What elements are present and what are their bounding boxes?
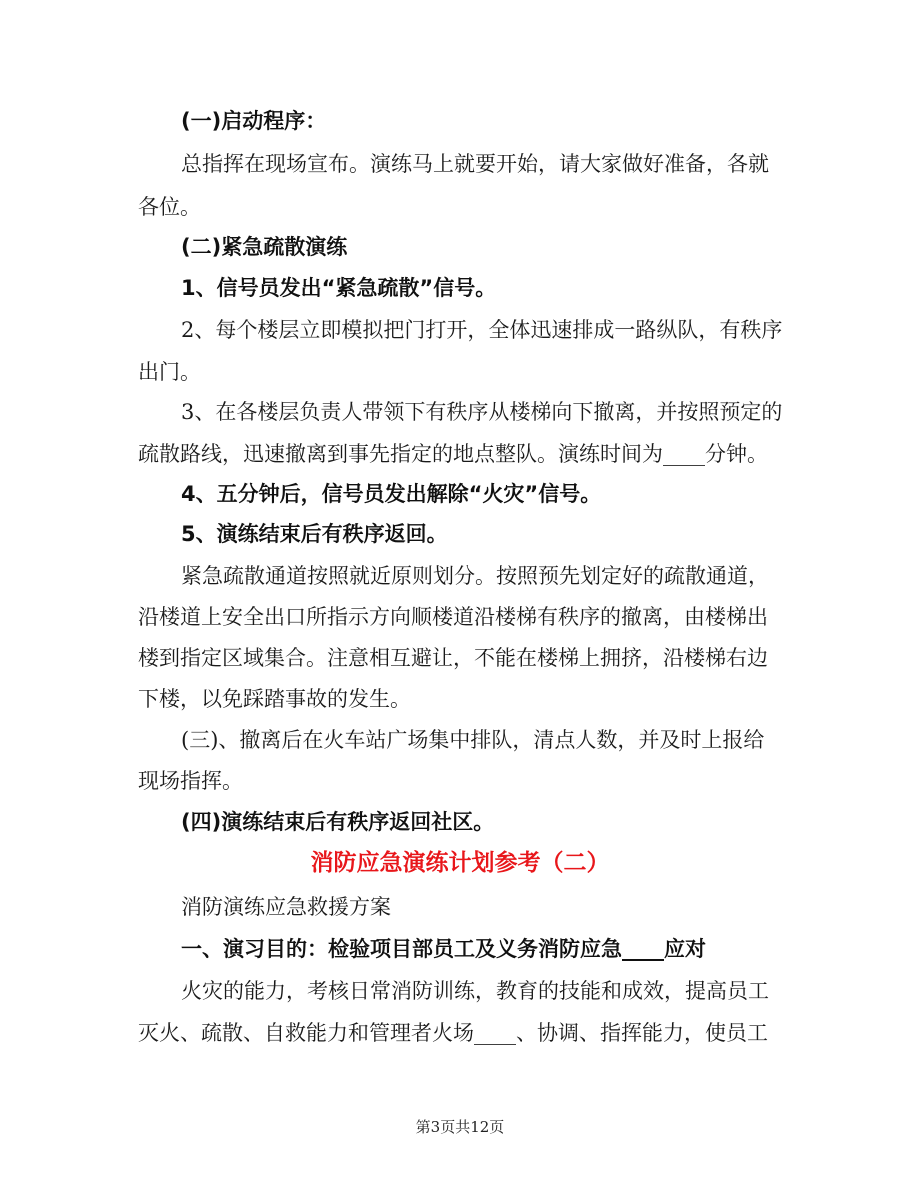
- paragraph-line: 下楼，以免踩踏事故的发生。: [138, 687, 411, 711]
- step-3-line: 3、在各楼层负责人带领下有秩序从楼梯向下撤离，并按照预定的: [181, 400, 783, 424]
- step-1: 1、信号员发出“紧急疏散”信号。: [181, 276, 497, 300]
- paragraph-line: 紧急疏散通道按照就近原则划分。按照预先划定好的疏散通道，: [181, 564, 769, 588]
- step-3-line: 疏散路线，迅速撤离到事先指定的地点整队。演练时间为____分钟。: [138, 442, 768, 466]
- heading-drill-purpose: 一、演习目的：检验项目部员工及义务消防应急____应对: [181, 937, 706, 961]
- paragraph-line: 灭火、疏散、自救能力和管理者火场____、协调、指挥能力，使员工: [138, 1021, 768, 1045]
- paragraph-line: 各位。: [138, 195, 201, 219]
- step-2-line: 2、每个楼层立即模拟把门打开，全体迅速排成一路纵队，有秩序: [181, 318, 783, 342]
- paragraph-line: 总指挥在现场宣布。演练马上就要开始，请大家做好准备，各就: [181, 152, 769, 176]
- page-number: 第3页共12页: [415, 1118, 505, 1136]
- step-2-line: 出门。: [138, 360, 201, 384]
- paragraph-line: 火灾的能力，考核日常消防训练，教育的技能和成效，提高员工: [181, 979, 769, 1003]
- paragraph-line: (三)、撤离后在火车站广场集中排队，清点人数，并及时上报给: [181, 728, 765, 752]
- section-title: 消防应急演练计划参考（二）: [310, 850, 610, 876]
- paragraph-line: 现场指挥。: [138, 769, 243, 793]
- step-4: 4、五分钟后，信号员发出解除“火灾”信号。: [181, 482, 602, 506]
- paragraph-line: 消防演练应急救援方案: [181, 895, 391, 919]
- paragraph-line: 沿楼道上安全出口所指示方向顺楼道沿楼梯有秩序的撤离，由楼梯出: [138, 605, 768, 629]
- heading-return-community: (四)演练结束后有秩序返回社区。: [181, 810, 495, 834]
- heading-startup-procedure: (一)启动程序：: [181, 109, 327, 133]
- heading-emergency-evacuation: (二)紧急疏散演练: [181, 235, 348, 259]
- paragraph-line: 楼到指定区域集合。注意相互避让，不能在楼梯上拥挤，沿楼梯右边: [138, 646, 768, 670]
- step-5: 5、演练结束后有秩序返回。: [181, 522, 448, 546]
